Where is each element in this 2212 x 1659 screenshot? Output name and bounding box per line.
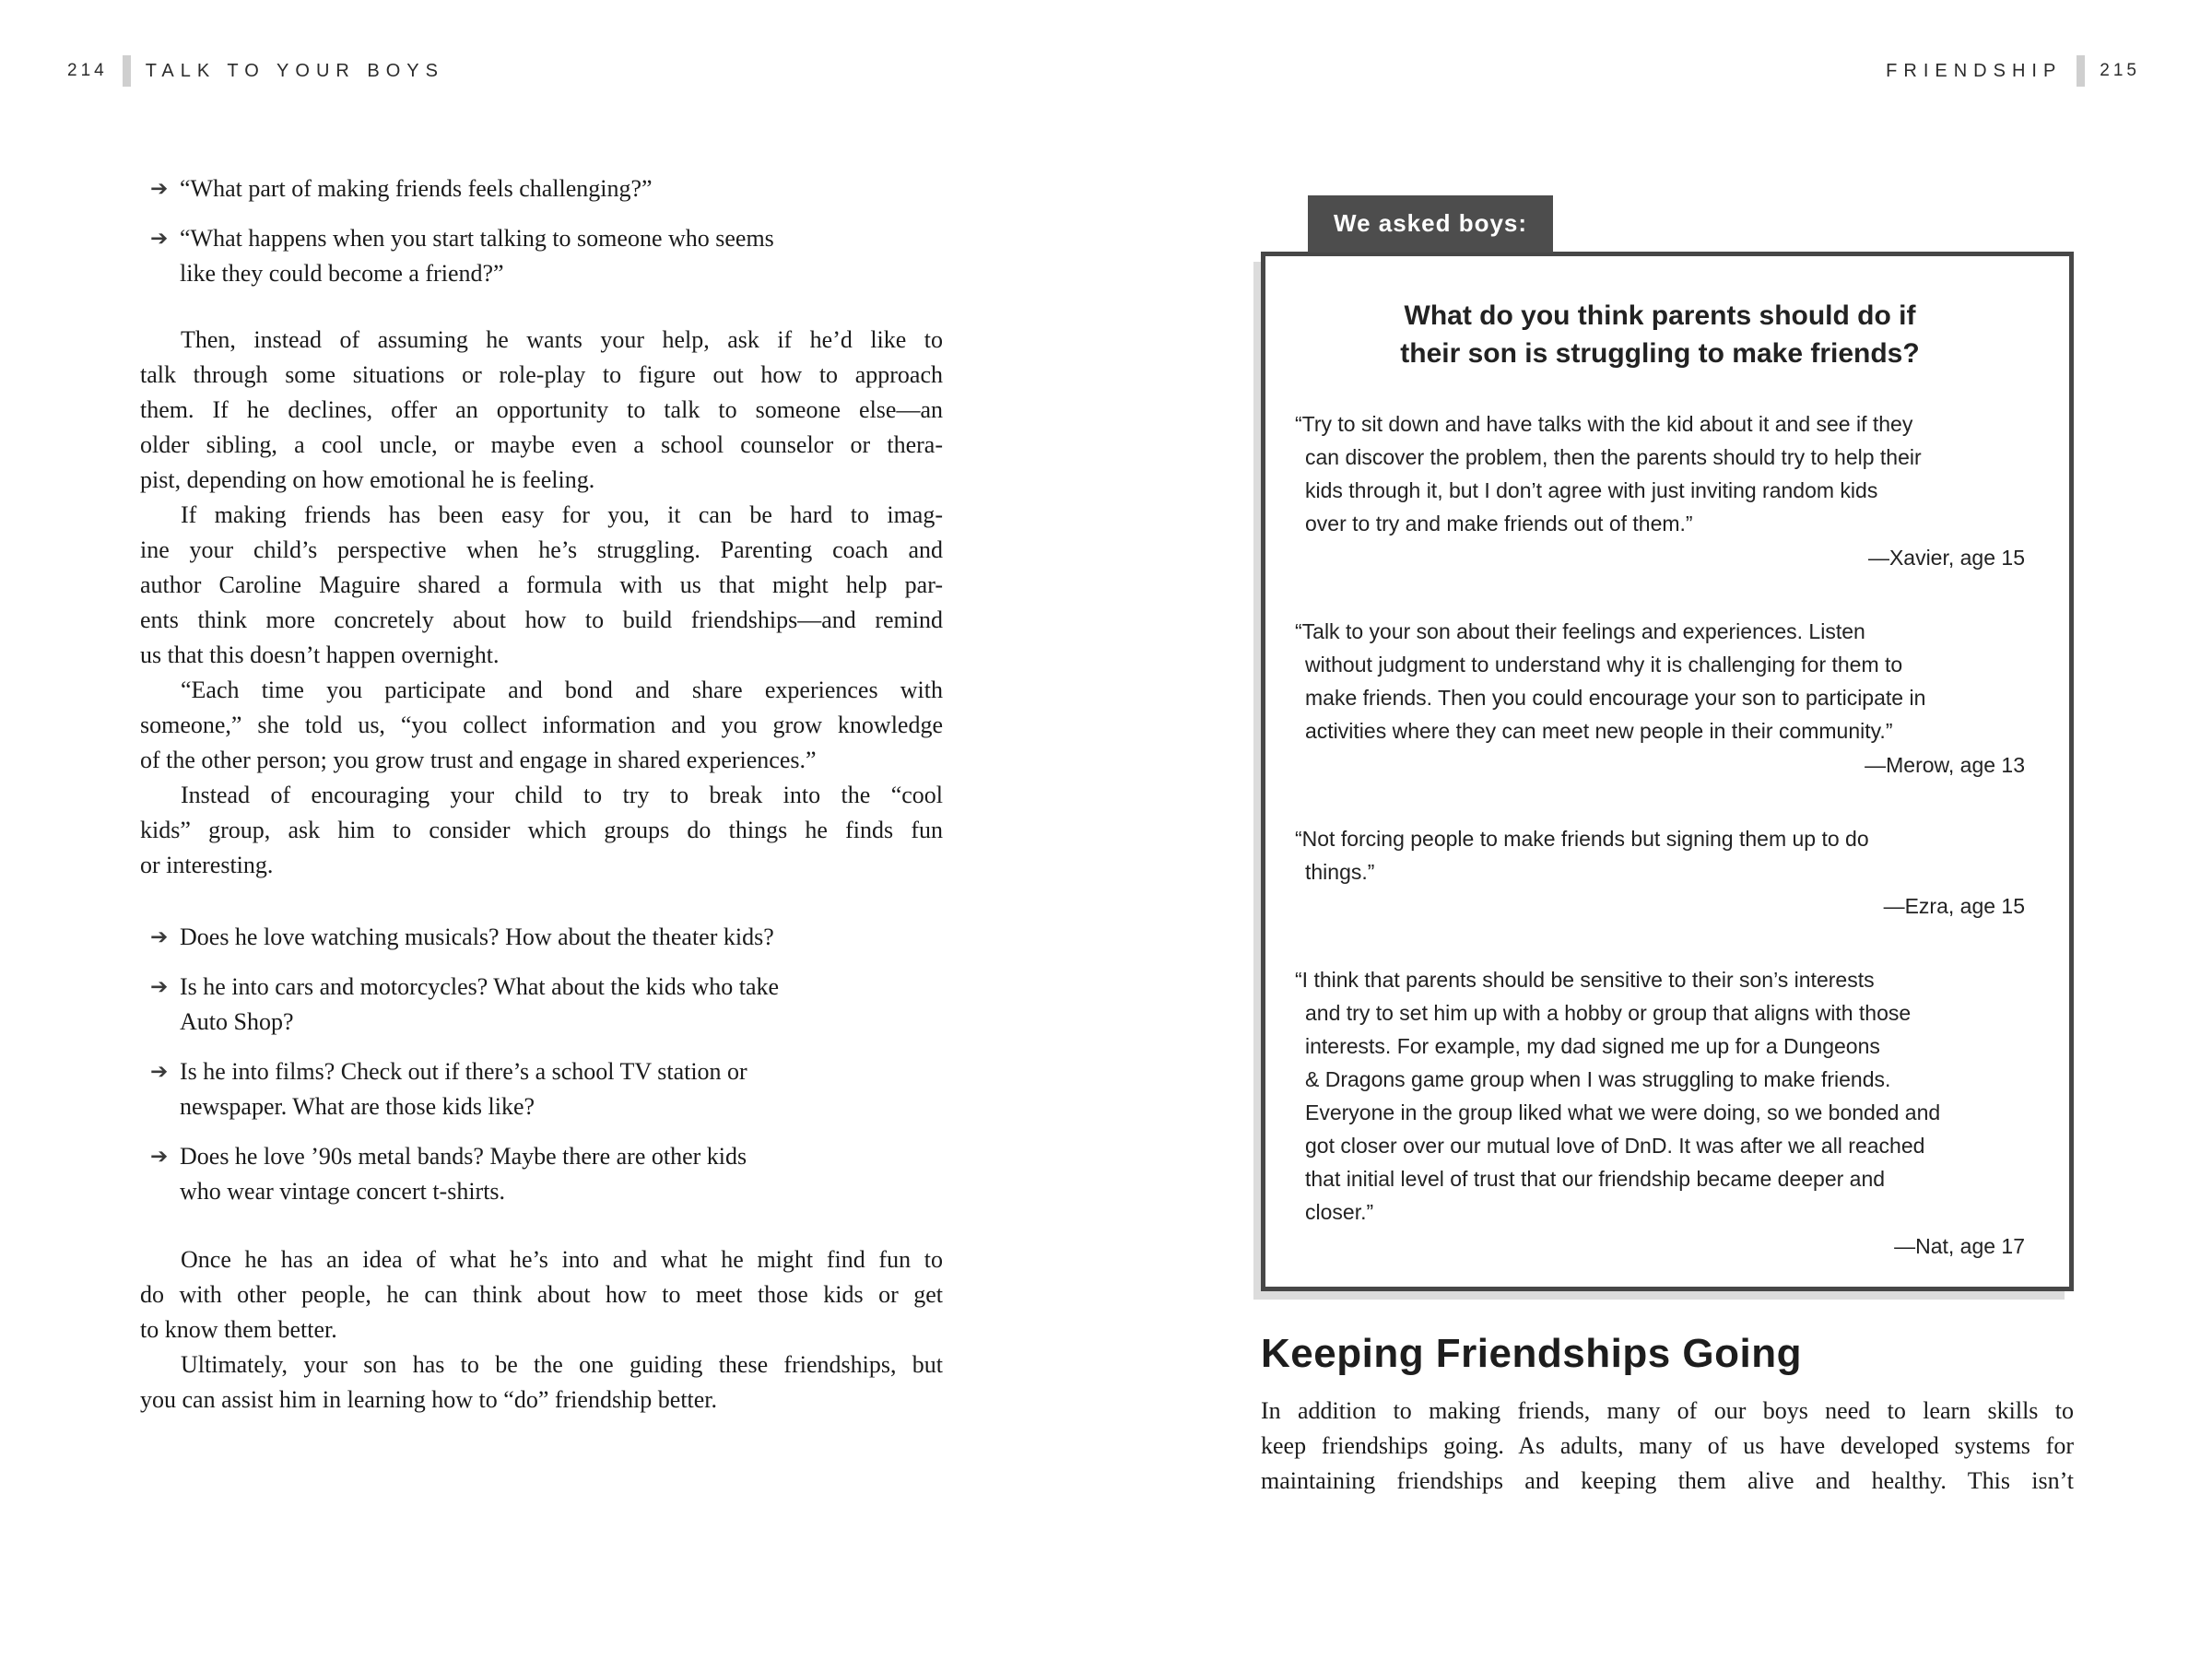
- list-item: [150, 171, 943, 206]
- arrow-bullet-icon: ➔: [150, 975, 169, 999]
- bullet-text: “What happens when you start talking to someone who seems like they could become a friend?”: [180, 225, 774, 287]
- quote-text: “Try to sit down and have talks with the kid about it and see if they can discover the problem, then the parents should try to help their kids through it, but I don’t agree with just inviting random kids over to try and make friends out of them.”: [1295, 412, 1922, 535]
- list-item: [150, 1054, 943, 1124]
- quote-attribution: —Ezra, age 15: [1883, 894, 2025, 918]
- left-page-header: [67, 55, 444, 87]
- body-paragraph: Instead of encouraging your child to try to break into the “cool kids” group, ask him to consider which groups do things he finds fun or interesting.: [140, 782, 943, 878]
- callout-tab-label: We asked boys:: [1308, 195, 1553, 253]
- quote-text: “Talk to your son about their feelings and experiences. Listen without judgment to understand why it is challenging for them to make friends. Then you could encourage your son to participate in activities where they can meet new people in their community.”: [1295, 619, 1926, 743]
- boy-quote: [1295, 407, 2025, 574]
- bullet-text: Is he into cars and motorcycles? What about the kids who take Auto Shop?: [180, 973, 780, 1035]
- section-heading: Keeping Friendships Going: [1261, 1331, 1802, 1376]
- arrow-bullet-icon: ➔: [150, 177, 169, 201]
- body-paragraph: “Each time you participate and bond and share experiences with someone,” she told us, “you collect information and you grow knowledge of the other person; you grow trust and engage in shared experiences.”: [140, 677, 943, 773]
- bullet-text: Is he into films? Check out if there’s a school TV station or newspaper. What are those kids like?: [180, 1058, 747, 1120]
- list-item: [150, 970, 943, 1040]
- callout-question-title: What do you think parents should do if their son is struggling to make friends?: [1400, 300, 1920, 369]
- right-page-number: 215: [2100, 61, 2140, 80]
- arrow-bullet-icon: ➔: [150, 1145, 169, 1169]
- boy-quote: [1295, 963, 2025, 1263]
- question-bullet-list: [140, 171, 943, 291]
- right-running-title: FRIENDSHIP: [1886, 60, 2063, 81]
- right-page-header: [1886, 55, 2140, 87]
- left-page-body: [140, 171, 943, 1418]
- left-running-title: TALK TO YOUR BOYS: [145, 60, 444, 81]
- we-asked-boys-callout: [1261, 209, 2074, 1291]
- keeping-friendships-section: [1261, 1331, 2074, 1499]
- body-paragraph: Ultimately, your son has to be the one guiding these friendships, but you can assist him in learning how to “do” friendship better.: [140, 1351, 943, 1413]
- body-paragraph: Once he has an idea of what he’s into and what he might find fun to do with other people, he can think about how to meet those kids or get to know them better.: [140, 1246, 943, 1343]
- list-item: [150, 920, 943, 955]
- quote-attribution: —Nat, age 17: [1894, 1234, 2025, 1258]
- list-item: [150, 221, 943, 291]
- quote-attribution: —Xavier, age 15: [1867, 546, 2025, 570]
- quote-attribution: —Merow, age 13: [1865, 753, 2025, 777]
- quote-text: “Not forcing people to make friends but signing them up to do things.”: [1295, 827, 1869, 884]
- arrow-bullet-icon: ➔: [150, 1060, 169, 1084]
- quote-text: “I think that parents should be sensitive to their son’s interests and try to set him up with a hobby or group that aligns with those interests. For example, my dad signed me up for a Dungeons & Dragons game group when I was struggling to make friends. Everyone in the group liked what we were doing, so we bonded and got closer over our mutual love of DnD. It was after we all reached that initial level of trust that our friendship became deeper and closer.”: [1295, 968, 1941, 1224]
- header-divider-bar: [123, 55, 131, 87]
- bullet-text: Does he love ’90s metal bands? Maybe there are other kids who wear vintage concert t-shirts.: [180, 1143, 747, 1205]
- boy-quote: [1295, 615, 2025, 782]
- arrow-bullet-icon: ➔: [150, 925, 169, 949]
- interest-bullet-list: [140, 920, 943, 1209]
- list-item: [150, 1139, 943, 1209]
- left-page-number: 214: [67, 61, 108, 80]
- body-paragraph: Then, instead of assuming he wants your help, ask if he’d like to talk through some situations or role-play to figure out how to approach them. If he declines, offer an opportunity to talk to someone else—an older sibling, a cool uncle, or maybe even a school counselor or thera- pist, depending on how emotional he is feeling.: [140, 326, 943, 493]
- arrow-bullet-icon: ➔: [150, 227, 169, 251]
- header-divider-bar: [2077, 55, 2085, 87]
- section-paragraph: In addition to making friends, many of our boys need to learn skills to keep friendships going. As adults, many of us have developed systems for maintaining friendships and keeping them alive and healthy. This isn’t: [1261, 1397, 2074, 1494]
- bullet-text: Does he love watching musicals? How about the theater kids?: [180, 924, 774, 950]
- bullet-text: “What part of making friends feels challenging?”: [180, 175, 653, 202]
- body-paragraph: If making friends has been easy for you, it can be hard to imag- ine your child’s perspective when he’s struggling. Parenting coach and author Caroline Maguire shared a formula with us that might help par- ents think more concretely about how to build friendships—and remind us that this doesn’t happen overnight.: [140, 501, 943, 668]
- boy-quote: [1295, 822, 2025, 923]
